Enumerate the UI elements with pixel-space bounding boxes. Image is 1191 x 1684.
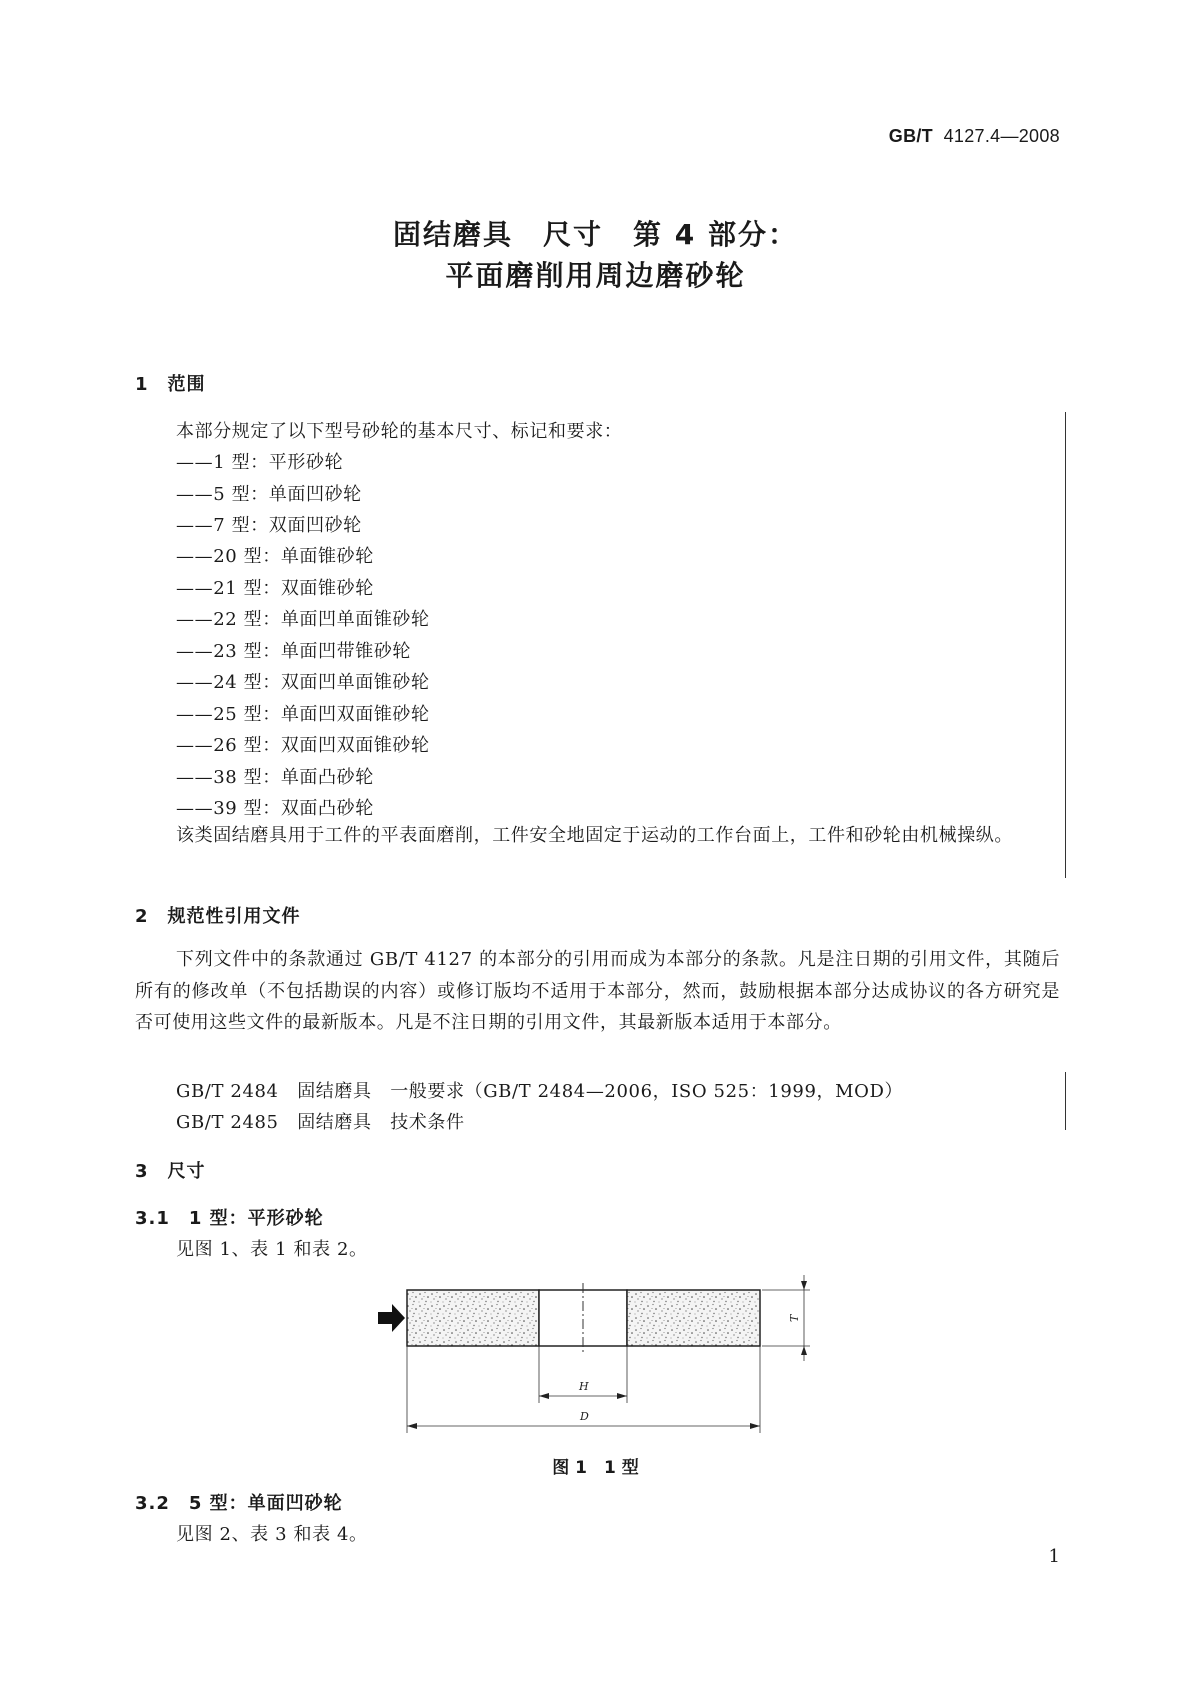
section-3-1-text: 见图 1、表 1 和表 2。 — [176, 1239, 368, 1260]
change-bar — [1065, 412, 1066, 878]
list-item: ——26 型：双面凹双面锥砂轮 — [176, 735, 430, 756]
list-item: ——21 型：双面锥砂轮 — [176, 578, 374, 599]
section-3-1-heading: 3.1 1 型：平形砂轮 — [135, 1208, 324, 1229]
section-1-intro: 本部分规定了以下型号砂轮的基本尺寸、标记和要求： — [176, 421, 623, 442]
list-item: ——39 型：双面凸砂轮 — [176, 798, 374, 819]
list-item: ——24 型：双面凹单面锥砂轮 — [176, 672, 430, 693]
dimension-d-label: D — [580, 1410, 589, 1423]
list-item: ——38 型：单面凸砂轮 — [176, 767, 374, 788]
reference-item: GB/T 2485 固结磨具 技术条件 — [176, 1112, 465, 1133]
section-2-paragraph: 下列文件中的条款通过 GB/T 4127 的本部分的引用而成为本部分的条款。凡是注日期的引用文件，其随后所有的修改单（不包括勘误的内容）或修订版均不适用于本部分，然而，鼓励根据本部分达成协议的各方研究是否可使用这些文件的最新版本。凡是不注日期的引用文件，其最新版本适用于本部分。 — [135, 949, 1060, 1033]
standard-prefix: GB/T — [888, 126, 933, 146]
wheel-right-section — [627, 1290, 760, 1346]
document-title-line1: 固结磨具 尺寸 第 4 部分： — [393, 218, 798, 251]
list-item: ——7 型：双面凹砂轮 — [176, 515, 362, 536]
list-item: ——22 型：单面凹单面锥砂轮 — [176, 609, 430, 630]
section-3-heading: 3 尺寸 — [135, 1161, 206, 1182]
section-1-closing: 该类固结磨具用于工件的平表面磨削，工件安全地固定于运动的工作台面上，工件和砂轮由机械操纵。 — [176, 825, 1013, 846]
list-item: ——23 型：单面凹带锥砂轮 — [176, 641, 412, 662]
list-item: ——1 型：平形砂轮 — [176, 452, 344, 473]
section-2-heading: 2 规范性引用文件 — [135, 906, 301, 927]
figure-1-drawing — [370, 1255, 830, 1437]
section-1-heading: 1 范围 — [135, 374, 206, 395]
list-item: ——20 型：单面锥砂轮 — [176, 546, 374, 567]
standard-code: 4127.4—2008 — [943, 126, 1060, 146]
standard-number — [889, 126, 1060, 147]
reference-item: GB/T 2484 固结磨具 一般要求（GB/T 2484—2006，ISO 525：1999，MOD） — [176, 1081, 904, 1102]
dimension-t-label: T — [788, 1314, 801, 1322]
figure-1-caption: 图 1 1 型 — [552, 1458, 639, 1478]
section-3-2-text: 见图 2、表 3 和表 4。 — [176, 1524, 368, 1545]
wheel-left-section — [407, 1290, 539, 1346]
document-title-line2: 平面磨削用周边磨砂轮 — [445, 259, 746, 292]
section-3-2-heading: 3.2 5 型：单面凹砂轮 — [135, 1493, 343, 1514]
page-number: 1 — [1048, 1546, 1060, 1567]
list-item: ——25 型：单面凹双面锥砂轮 — [176, 704, 430, 725]
list-item: ——5 型：单面凹砂轮 — [176, 484, 362, 505]
change-bar — [1065, 1072, 1066, 1130]
dimension-h-label: H — [579, 1380, 589, 1393]
direction-arrow-icon — [378, 1304, 405, 1332]
